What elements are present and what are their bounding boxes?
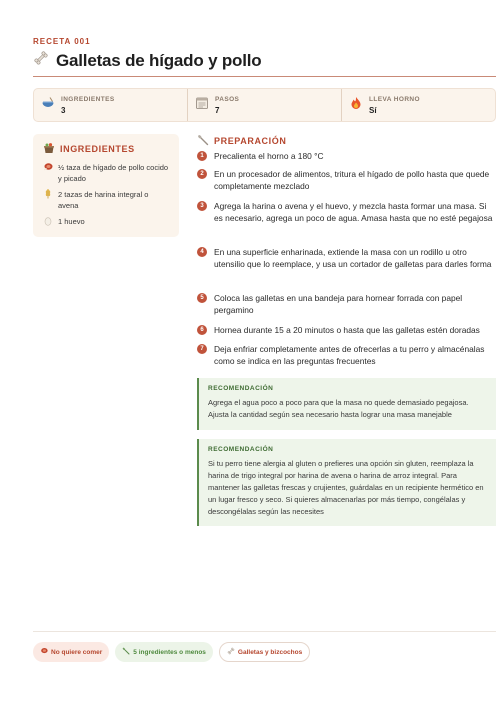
stat-value: 7: [215, 105, 220, 115]
step-number: 2: [197, 169, 207, 179]
step-item: [197, 150, 324, 162]
stat-oven: [341, 89, 495, 121]
step-number: 7: [197, 344, 207, 354]
stat-value: 3: [61, 105, 66, 115]
egg-icon: [43, 216, 53, 229]
title-row: [33, 50, 261, 71]
step-number: 6: [197, 325, 207, 335]
recommendation-text: Si tu perro tiene alergia al gluten o prefieres una opción sin gluten, reemplaza la harina de trigo integral por harina de avena o harina de arroz integral. Para mantener las galletas frescas y crujientes, guárdalas en un recipiente hermético en un lugar fresco y seco. Si quieres almacenarlas por más tiempo, congélalas y descongélalas según las necesites: [208, 459, 484, 516]
stat-steps: [187, 89, 341, 121]
ingredient-text: 1 huevo: [58, 217, 85, 226]
wheat-icon: [43, 189, 53, 211]
step-item: [197, 324, 480, 336]
recommendation-text: Agrega el agua poco a poco para que la masa no quede demasiado pegajosa. Ajusta la cantidad según sea necesario hasta lograr una masa manejable: [208, 398, 469, 419]
list-item: [43, 162, 169, 184]
tag-list: [33, 642, 310, 662]
step-item: [197, 343, 496, 367]
step-number: 1: [197, 151, 207, 161]
recommendation-label: RECOMENDACIÓN: [208, 385, 274, 392]
step-text: En una superficie enharinada, extiende la masa con un rodillo u otro utensilio que lo reemplace, y usa un cortador de galletas para darles forma: [214, 247, 492, 269]
step-text: Hornea durante 15 a 20 minutos o hasta que las galletas estén doradas: [214, 325, 480, 335]
stat-label: LLEVA HORNO: [369, 95, 420, 103]
spoon-icon: [197, 134, 209, 148]
ingredients-card: [33, 134, 179, 237]
step-text: Precalienta el horno a 180 °C: [214, 151, 324, 161]
tag-label: No quiere comer: [51, 648, 103, 656]
title-divider: [33, 76, 496, 77]
ingredient-text: ½ taza de hígado de pollo cocido y picado: [58, 163, 169, 183]
preparation-heading-text: PREPARACIÓN: [214, 136, 287, 146]
preparation-heading: [197, 134, 286, 148]
step-text: Deja enfriar completamente antes de ofrecerlas a tu perro y almacénalas como se indica en las preguntas frecuentes: [214, 344, 485, 366]
step-number: 4: [197, 247, 207, 257]
bone-icon: [33, 50, 49, 71]
calendar-icon: [195, 96, 209, 115]
tag-galletas[interactable]: [219, 642, 310, 662]
step-number: 5: [197, 293, 207, 303]
ingredients-heading-text: INGREDIENTES: [60, 144, 135, 154]
page-title: Galletas de hígado y pollo: [56, 50, 262, 70]
step-text: Coloca las galletas en una bandeja para hornear forrada con papel pergamino: [214, 293, 463, 315]
step-item: [197, 246, 496, 270]
ingredient-text: 2 tazas de harina integral o avena: [58, 190, 149, 210]
recommendation-box: [197, 439, 496, 526]
spoon-icon: [122, 647, 130, 657]
recommendation-box: [197, 378, 496, 430]
tag-5-ingredientes[interactable]: [115, 642, 213, 662]
stat-label: INGREDIENTES: [61, 95, 115, 103]
bone-icon: [227, 647, 235, 657]
step-text: En un procesador de alimentos, tritura el hígado de pollo hasta que quede completamente mezclado: [214, 169, 490, 191]
step-item: [197, 292, 496, 316]
footer-divider: [33, 631, 496, 632]
tag-label: 5 ingredientes o menos: [133, 648, 206, 656]
stat-ingredients: [34, 89, 187, 121]
recommendation-label: RECOMENDACIÓN: [208, 446, 274, 453]
step-item: [197, 200, 496, 224]
step-item: [197, 168, 496, 192]
basket-icon: [43, 142, 55, 156]
stats-bar: [33, 88, 496, 122]
ingredients-heading: [43, 142, 169, 156]
step-number: 3: [197, 201, 207, 211]
meat-icon: [43, 162, 53, 184]
meat-icon: [40, 647, 48, 657]
tag-no-quiere-comer[interactable]: [33, 642, 109, 662]
list-item: [43, 216, 169, 229]
recipe-number: RECETA 001: [33, 37, 91, 46]
tag-label: Galletas y bizcochos: [237, 648, 303, 656]
bowl-icon: [41, 96, 55, 115]
stat-label: PASOS: [215, 95, 240, 103]
fire-icon: [349, 96, 363, 115]
list-item: [43, 189, 169, 211]
stat-value: Sí: [369, 105, 377, 115]
step-text: Agrega la harina o avena y el huevo, y mezcla hasta formar una masa. Si es necesario, agrega un poco de agua. Amasa hasta que no esté pegajosa: [214, 201, 493, 223]
